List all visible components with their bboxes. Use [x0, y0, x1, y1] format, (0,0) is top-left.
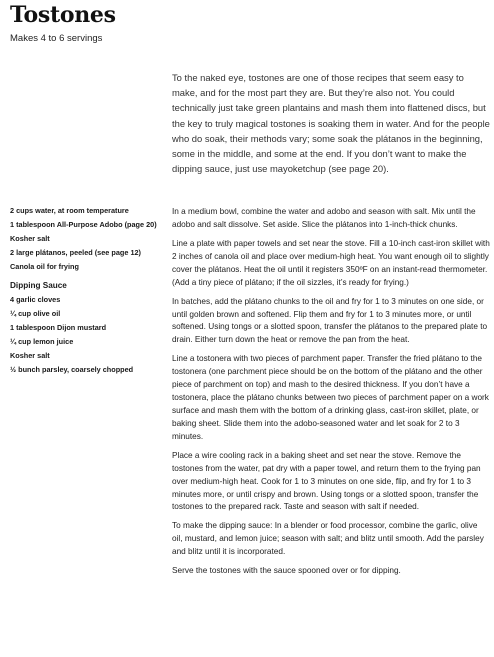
sauce-heading: Dipping Sauce — [10, 280, 67, 290]
method-step: Serve the tostones with the sauce spooned over or for dipping. — [172, 566, 401, 576]
ingredient-item: Kosher salt — [10, 233, 50, 243]
method-step: Line a tostonera with two pieces of parchment paper. Transfer the fried plátano to the tostonera (one parchment piece should be on the bottom of the plátano and the other piece of parchment on top) and mash to the desired thickness. If you don’t have a tostonera, place the plátano chunks between two pieces of parchment paper on a work surface and mash them with the bottom of a drinking glass, cast-iron skillet, plate, or baking sheet. Slide them into the adobo-seasoned water and let soak for 2 to 3 minutes. — [172, 354, 489, 441]
ingredient-item: 2 cups water, at room temperature — [10, 206, 129, 215]
ingredients-list — [10, 205, 160, 378]
sauce-ingredient-item: 4 garlic cloves — [10, 295, 61, 305]
sauce-ingredient-item: 1 tablespoon Dijon mustard — [10, 323, 107, 333]
ingredient-item: 1 tablespoon All-Purpose Adobo (page 20) — [10, 219, 157, 229]
sauce-ingredient-item: ¼ cup olive oil — [10, 309, 61, 319]
sauce-ingredient-item: Kosher salt — [10, 351, 50, 361]
method-step: Line a plate with paper towels and set near the stove. Fill a 10-inch cast-iron skillet with 2 inches of canola oil and place over medium-high heat. You want enough oil to slightly cover the plátanos. Heat the oil until it registers 350ºF on an instant-read thermometer. (Add a tiny piece of plátano; if the oil sizzles, it’s ready for frying.) — [172, 238, 490, 287]
ingredient-item: 2 large plátanos, peeled (see page 12) — [10, 247, 141, 257]
recipe-title: Tostones — [10, 2, 116, 28]
sauce-ingredient-item: ½ bunch parsley, coarsely chopped — [10, 365, 134, 375]
sauce-ingredient-item: ¼ cup lemon juice — [10, 337, 74, 347]
method-steps — [172, 206, 490, 584]
servings-yield: Makes 4 to 6 servings — [10, 33, 103, 44]
method-step: In batches, add the plátano chunks to the oil and fry for 1 to 3 minutes on one side, or until golden brown and softened. Flip them and fry for 1 to 3 minutes more, or until softened. Using tongs or a slotted spoon, transfer the plátanos to the prepared plate to drain. Either turn down the heat or remove the pan from the heat. — [172, 296, 488, 345]
method-step: To make the dipping sauce: In a blender or food processor, combine the garlic, olive oil, mustard, and lemon juice; season with salt; and blitz until smooth. Add the parsley and blitz until it is incorporated. — [172, 521, 484, 557]
method-step: Place a wire cooling rack in a baking sheet and set near the stove. Remove the tostones from the water, pat dry with a paper towel, and return them to the frying pan over medium-high heat. Cook for 1 to 3 minutes on one side, flip, and fry for 1 to 3 minutes more, or until crispy and brown. Using tongs or a slotted spoon, transfer the tostones to the prepared rack. Taste and season with salt if needed. — [172, 450, 481, 512]
recipe-intro: To the naked eye, tostones are one of those recipes that seem easy to make, and for the most part they are. But they’re also not. You could technically just take green plantains and mash them into flattened discs, but the key to truly magical tostones is soaking them in water. And for the people who do soak, their methods vary; some soak the plátanos in the beginning, some in the middle, and some at the end. If you don’t want to make the dipping sauce, just use mayoketchup (see page 20). — [172, 72, 490, 175]
ingredient-item: Canola oil for frying — [10, 261, 79, 271]
method-step: In a medium bowl, combine the water and adobo and season with salt. Mix until the adobo and salt dissolve. Set aside. Slice the plátanos into 1-inch-thick chunks. — [172, 207, 476, 229]
